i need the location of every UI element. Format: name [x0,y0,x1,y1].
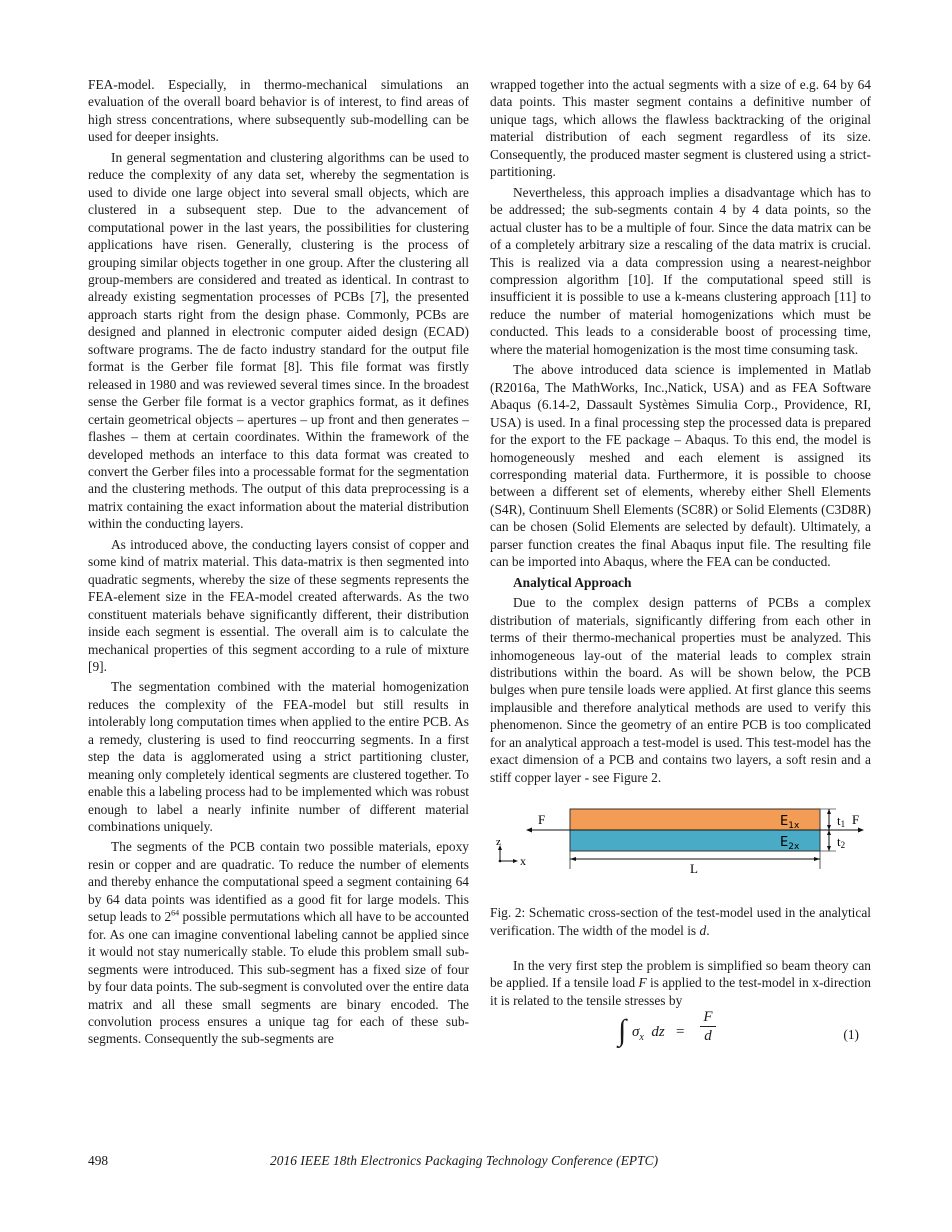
length-label: L [690,861,698,877]
force-label-left: F [538,812,546,828]
paragraph [88,838,469,1047]
paragraph: Nevertheless, this approach implies a disadvantage which has to be addressed; the sub-segments contain 4 by 4 data points, so the actual cluster has to be a multiple of four. Since the data matrix can be of a completely arbitrary size a rescaling of the data matrix is crucial. This is realized via a data compression using a nearest-neighbor compression algorithm [10]. If the computational speed still is insufficient it is possible to use a k-means clustering approach [11] to reduce the number of material homogenizations which must be conducted. This leads to a considerable boost of processing time, where the material homogenization is the most time consuming task. [490,184,871,357]
axis-z-label: z [496,836,501,849]
arrow-right-icon [858,828,864,833]
layer-1-label: $E_{1x}$ [780,814,800,832]
paragraph [490,957,871,1009]
integral-symbol: ∫ [618,1014,627,1048]
text: The segments of the PCB contain two possible materials, epoxy resin or copper and are quadratic. To reduce the number of elements and thereby enhance the computational speed a segment containing 64 by 64 data points was identified as a good fit for large models. This setup leads to 2 [88,839,469,925]
paragraph: The segmentation combined with the material homogenization reduces the complexity of the FEA-model but still results in intolerably long computation times when applied to the entire PCB. As a remedy, clustering is used to find reoccurring segments. In a first step the data is agglomerated using a strict partitioning cluster, meaning only completely identical segments are clustered together. To enable this a labeling process had to be implemented which was robust enough to label a nearly infinite number of different material combinations uniquely. [88,679,469,835]
paragraph: wrapped together into the actual segments with a size of e.g. 64 by 64 data points. This master segment contains a definitive number of unique tags, which allows the flawless backtracking of the original material distribution of each segment regardless of its size. Consequently, the produced master segment is clustered using a strict-partitioning. [490,77,871,180]
arrow-left-icon [526,828,532,833]
left-column [88,76,469,1051]
paragraph: In general segmentation and clustering algorithms can be used to reduce the complexity of any data set, whereby the segmentation is used to divide one large object into several small objects, which are clustered in a subsequent step. Due to the advancement of computational power in the last years, the possibilities for clustering applications have risen. Generally, clustering is the process of grouping similar objects together in one group. After the clustering all group-members are considered and treated as identical. In contrast to already existing segmentation processes of PCBs [7], the presented approach starts right from the design phase. Commonly, PCBs are designed and planned in electronic computer aided design (ECAD) software programs. The de facto industry standard for the output file format is the Gerber file format [8]. This file format was firstly released in 1980 and was reviewed several times since. In the broadest sense the Gerber file format is a vector graphics format, as it defines certain geometrical objects – apertures – up front and then generates – flashes – them at certain coordinates. Within the framework of the developed methods an interface to this data format was created to convert the Gerber files into a processable format for the segmentation and the clustering methods. The output of this data preprocessing is a matrix containing the exact information about the material distribution within the conducting layers. [88,149,469,532]
right-column [490,76,871,1056]
equals-sign: = [676,1024,685,1041]
sigma-term: $\sigma_x$ dz [632,1024,665,1044]
text: In the very first step the problem is simplified so beam theory can be applied. If a tensile load [490,958,871,991]
caption-text: Fig. 2: Schematic cross-section of the test-model used in the analytical verification. The width of the model is [490,905,871,938]
figure-2-schematic [490,789,871,904]
layer-2-label: $E_{2x}$ [780,835,800,853]
t2-label: t2 [837,834,846,851]
equation-number: (1) [843,1027,859,1043]
text: possible permutations which all have to be accounted for. As one can imagine conventional labeling cannot be applied since it would not stay numerically stable. To elude this problem small sub-segments were introduced. This sub-segment has a fixed size of four by four data points. The sub-segment is convoluted over the entire data matrix and all these small segments are binary encoded. The convolution process ensures a unique tag for each of these sub-segments. Consequently the sub-segments are [88,909,469,1047]
equation-1 [490,1009,871,1056]
axis-x-label: x [520,854,526,869]
caption-variable: d [699,922,707,938]
t1-label: t1 [837,813,846,830]
section-heading: Analytical Approach [513,574,632,590]
superscript: 64 [171,908,180,918]
cross-section-diagram [490,789,871,904]
conference-name: 2016 IEEE 18th Electronics Packaging Technology Conference (EPTC) [270,1153,659,1168]
paragraph: Due to the complex design patterns of PCBs a complex distribution of materials, significantly differing from each other in terms of their thermo-mechanical properties must be analyzed. This inhomogeneous lay-out of the material leads to complex strain distributions within the board. As will be shown below, the PCB bulges when pure tensile loads were applied. At first glance this seems implausible and therefore analytical methods are used to verify this phenomenon. Since the geometry of an entire PCB is too complicated for an analytical approach a test-model is used. This test-model has the exact dimension of a PCB and contains two layers, a soft resin and a stiff copper layer - see Figure 2. [490,595,871,785]
page-number: 498 [88,1153,109,1168]
paragraph: FEA-model. Especially, in thermo-mechanical simulations an evaluation of the overall board behavior is of interest, to find areas of high stress concentrations, where subsequently sub-modelling can be used for deeper insights. [88,77,469,145]
force-label-right: F [852,812,860,828]
caption-end: . [706,922,710,938]
figure-caption [490,904,871,939]
paragraph: As introduced above, the conducting layers consist of copper and some kind of matrix material. This data-matrix is then segmented into quadratic segments, whereby the size of these segments represents the FEA-element size in the FEA-model created afterwards. As the two constituent materials behave significantly different, their distribution inside each segment is essential. The overall aim is to calculate the mechanical properties of this segment according to a rule of mixture [9]. [88,536,469,674]
text: is applied to the test-model in x-direction it is related to the tensile stresses by [490,975,871,1008]
fraction: $\frac{F}{d}$ [700,1008,716,1045]
paragraph: The above introduced data science is implemented in Matlab (R2016a, The MathWorks, Inc.,Natick, USA) and as FEA Software Abaqus (6.14-2, Dassault Systèmes Simulia Corp., Providence, RI, USA) is used. In a final processing step the processed data is prepared for the export to the FE package – Abaqus. To this end, the model is homogeneously meshed and each element is assigned its corresponding material data. Furthermore, it is possible to choose between a different set of elements, whereby either Shell Elements (S4R), Continuum Shell Elements (SC8R) or Solid Elements (C3D8R) can be chosen (Solid Elements are selected by default). Ultimately, a parser function creates the final Abaqus input file. The resulting file can be imported into Abaqus, where the FEA can be conducted. [490,362,871,570]
variable: F [638,975,647,991]
